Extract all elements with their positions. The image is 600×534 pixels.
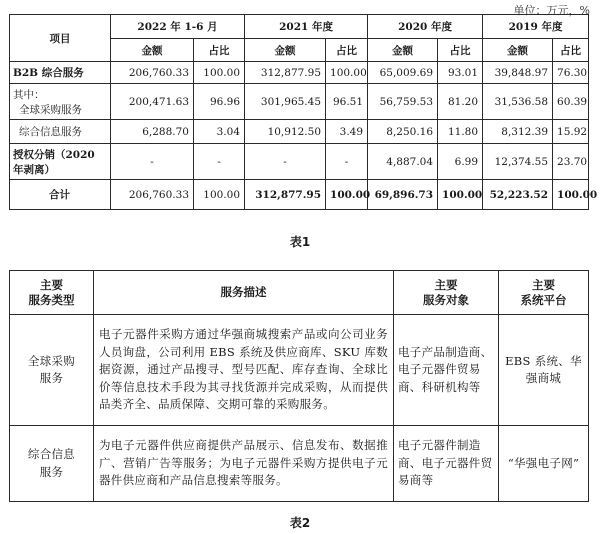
service-platform: EBS 系统、华强商城 <box>499 315 589 426</box>
cell-amount: 10,912.50 <box>245 120 326 144</box>
header-amount: 金额 <box>483 39 553 62</box>
cell-amount: - <box>245 144 326 180</box>
cell-ratio: 76.30 <box>553 62 589 84</box>
header-service-object <box>394 271 499 315</box>
header-period: 2021 年度 <box>245 15 368 39</box>
cell-ratio: 100.00 <box>553 180 589 210</box>
header-line: 主要 <box>40 277 63 292</box>
service-description: 电子元器件采购方通过华强商城搜索产品或向公司业务人员询盘，公司利用 EBS 系统及供应商库、SKU 库数据资源，通过产品搜寻、型号匹配、库存查询、全球比价等信息技术手段为其寻找货源并完成采购，从而提供品类齐全、品质保障、交期可靠的采购服务。 <box>94 315 394 426</box>
header-amount: 金额 <box>111 39 194 62</box>
cell-amount: 39,848.97 <box>483 62 553 84</box>
header-ratio: 占比 <box>326 39 368 62</box>
cell-ratio: 100.00 <box>194 180 245 210</box>
cell-amount: 8,312.39 <box>483 120 553 144</box>
table-row <box>10 144 589 180</box>
row-label-prefix: 其中： <box>13 88 45 101</box>
cell-ratio: 100.00 <box>326 62 368 84</box>
cell-ratio: 60.39 <box>553 84 589 120</box>
service-type-line: 全球采购 <box>27 353 76 368</box>
row-label <box>10 84 111 120</box>
cell-ratio: 96.51 <box>326 84 368 120</box>
header-line: 主要 <box>532 277 555 292</box>
header-description: 服务描述 <box>94 271 394 315</box>
table-row-total <box>10 180 589 210</box>
header-period: 2020 年度 <box>368 15 483 39</box>
cell-amount: 206,760.33 <box>111 62 194 84</box>
service-type-line: 服务 <box>39 371 64 385</box>
service-type-cell <box>10 315 94 426</box>
cell-ratio: 3.49 <box>326 120 368 144</box>
row-label <box>10 120 111 144</box>
service-description: 为电子元器件供应商提供产品展示、信息发布、数据推广、营销广告等服务；为电子元器件采购方提供电子元器件供应商和产品信息搜索等服务。 <box>94 426 394 502</box>
table1-caption: 表1 <box>289 235 311 249</box>
cell-amount: 206,760.33 <box>111 180 194 210</box>
cell-ratio: 11.80 <box>438 120 483 144</box>
cell-ratio: 100.00 <box>194 62 245 84</box>
cell-amount: 8,250.16 <box>368 120 438 144</box>
cell-ratio: 81.20 <box>438 84 483 120</box>
header-period: 2019 年度 <box>483 15 589 39</box>
header-ratio: 占比 <box>553 39 589 62</box>
cell-amount: 200,471.63 <box>111 84 194 120</box>
cell-amount: 12,374.55 <box>483 144 553 180</box>
header-amount: 金额 <box>245 39 326 62</box>
revenue-table <box>9 14 598 210</box>
service-type-line: 综合信息 <box>27 447 76 461</box>
cell-amount: 56,759.53 <box>368 84 438 120</box>
header-service-type <box>10 271 94 315</box>
service-type-cell <box>10 426 94 502</box>
cell-ratio: 3.04 <box>194 120 245 144</box>
row-label-sub: 综合信息服务 <box>19 126 82 138</box>
header-ratio: 占比 <box>438 39 483 62</box>
row-label: 授权分销（2020 年剥离） <box>10 144 111 180</box>
table2-caption: 表2 <box>289 516 311 530</box>
service-object: 电子元器件制造商、电子元器件贸易商等 <box>394 426 499 502</box>
row-label: 合计 <box>10 180 111 210</box>
cell-amount: 52,223.52 <box>483 180 553 210</box>
cell-ratio: - <box>194 144 245 180</box>
header-platform <box>499 271 589 315</box>
service-type-line: 服务 <box>39 464 64 479</box>
header-line: 服务对象 <box>423 292 469 307</box>
row-label: B2B 综合服务 <box>10 62 111 84</box>
cell-amount: 31,536.58 <box>483 84 553 120</box>
cell-ratio: 100.00 <box>438 180 483 210</box>
cell-ratio: 6.99 <box>438 144 483 180</box>
service-table <box>9 270 589 502</box>
table-row <box>10 315 589 426</box>
unit-note: 单位：万元，% <box>513 4 590 17</box>
service-platform: “华强电子网” <box>499 426 589 502</box>
table-row <box>10 84 589 120</box>
cell-ratio: 93.01 <box>438 62 483 84</box>
header-amount: 金额 <box>368 39 438 62</box>
header-period: 2022 年 1-6 月 <box>111 15 245 39</box>
cell-amount: 312,877.95 <box>245 180 326 210</box>
row-label-sub: 全球采购服务 <box>19 103 82 116</box>
service-object: 电子产品制造商、电子元器件贸易商、科研机构等 <box>394 315 499 426</box>
cell-ratio: 15.92 <box>553 120 589 144</box>
table-row <box>10 426 589 502</box>
header-item: 项目 <box>10 15 111 62</box>
cell-ratio: - <box>326 144 368 180</box>
cell-amount: 4,887.04 <box>368 144 438 180</box>
table-row <box>10 62 589 84</box>
header-ratio: 占比 <box>194 39 245 62</box>
cell-ratio: 100.00 <box>326 180 368 210</box>
table-row <box>10 120 589 144</box>
cell-amount: 65,009.69 <box>368 62 438 84</box>
cell-amount: 6,288.70 <box>111 120 194 144</box>
header-line: 服务类型 <box>28 292 75 307</box>
cell-amount: - <box>111 144 194 180</box>
cell-amount: 312,877.95 <box>245 62 326 84</box>
cell-ratio: 23.70 <box>553 144 589 180</box>
header-line: 系统平台 <box>520 292 567 307</box>
cell-amount: 301,965.45 <box>245 84 326 120</box>
cell-ratio: 96.96 <box>194 84 245 120</box>
header-line: 主要 <box>434 277 458 292</box>
cell-amount: 69,896.73 <box>368 180 438 210</box>
